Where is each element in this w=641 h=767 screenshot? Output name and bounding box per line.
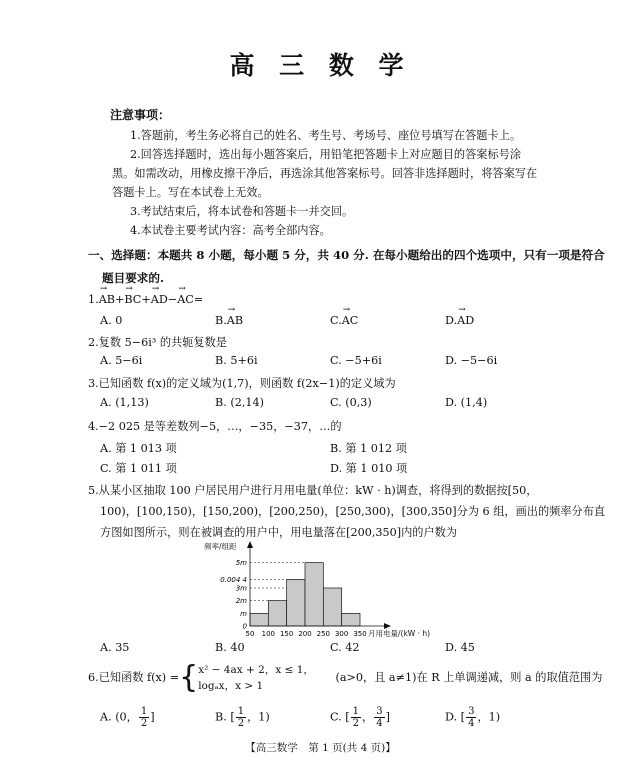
question-6-option-c: C. [ $\frac{1}{2}$ ， $\frac{3}{4}$ ]: [330, 706, 390, 729]
histogram-bar: [287, 580, 305, 626]
x-tick-label: 250: [316, 630, 331, 638]
section-heading: 一、选择题：本题共 8 小题，每小题 5 分，共 40 分. 在每小题给出的四个选项中，只有一项是符合: [88, 248, 605, 262]
question-5-option-b: B. 40: [215, 641, 245, 654]
question-3-option-c: C. (0,3): [330, 396, 372, 409]
question-6-stem: 6.已知函数 f(x) ={ x² − 4ax + 2，x ≤ 1， logₐx，x > 1 (a>0，且 a≠1)在 R 上单调递减，则 a 的取值范围为: [88, 660, 603, 695]
question-1-option-c: C.→ AC: [330, 314, 358, 327]
question-3-option-b: B. (2,14): [215, 396, 264, 409]
x-tick-label: 200: [298, 630, 312, 638]
note-line: 黑。如需改动，用橡皮擦干净后，再选涂其他答案标号。回答非选择题时，将答案写在: [112, 167, 538, 180]
question-6-option-b: B. [ $\frac{1}{2}$ ，1): [215, 706, 270, 729]
page-title: 高 三 数 学: [229, 51, 412, 80]
question-5-stem-cont: 方图如图所示，则在被调查的用户中，用电量落在[200,350]内的户数为: [100, 526, 458, 539]
page-footer: 【高三数学 第 1 页(共 4 页)】: [245, 742, 396, 754]
question-6-option-a: A. (0， $\frac{1}{2}$ ]: [100, 706, 155, 729]
x-tick-label: 50: [245, 630, 255, 638]
question-4-option-c: C. 第 1 011 项: [100, 462, 177, 475]
question-5-option-a: A. 35: [100, 641, 130, 654]
histogram-bar: [342, 613, 360, 626]
question-6-option-d: D. [ $\frac{3}{4}$ ，1): [445, 706, 501, 729]
y-tick-label: 2m: [235, 597, 247, 606]
question-2-stem: 2.复数 5−6i³ 的共轭复数是: [88, 336, 227, 349]
question-1-option-d: D.→ AD: [445, 314, 474, 327]
y-tick-labels: [220, 559, 247, 630]
y-tick-label: 0: [242, 622, 247, 631]
y-tick-label: 3m: [235, 584, 247, 593]
note-line: 1.答题前，考生务必将自己的姓名、考生号、考场号、座位号填写在答题卡上。: [130, 129, 522, 142]
question-2-option-b: B. 5+6i: [215, 354, 258, 367]
x-axis-label: 月用电量/(kW · h): [368, 629, 431, 638]
histogram-bar: [305, 563, 323, 626]
question-4-option-b: B. 第 1 012 项: [330, 442, 407, 455]
question-1-option-a: A. 0: [100, 314, 123, 327]
histogram-bar: [250, 613, 268, 626]
histogram-bar: [268, 601, 286, 626]
note-line: 答题卡上。写在本试卷上无效。: [112, 186, 269, 199]
x-tick-labels: [246, 630, 367, 638]
question-4-stem: 4.−2 025 是等差数列−5，…，−35，−37，…的: [88, 420, 342, 433]
x-tick-label: 100: [261, 630, 276, 638]
histogram-bars: [250, 563, 360, 626]
question-5-option-c: C. 42: [330, 641, 360, 654]
question-2-option-a: A. 5−6i: [100, 354, 143, 367]
piecewise-brace: {: [179, 660, 199, 695]
section-heading-cont: 题目要求的.: [102, 271, 165, 285]
piecewise-cases: x² − 4ax + 2，x ≤ 1， logₐx，x > 1: [198, 664, 314, 692]
note-line: 2.回答选择题时，选出每小题答案后，用铅笔把答题卡上对应题目的答案标号涂: [130, 148, 522, 161]
y-axis-label: 频率/组距: [204, 542, 237, 551]
note-line: 3.考试结束后，将本试卷和答题卡一并交回。: [130, 205, 354, 218]
question-1-option-b: B.→ AB: [215, 314, 243, 327]
x-tick-label: 300: [334, 630, 349, 638]
y-tick-label: 0.004 4: [220, 576, 247, 585]
question-3-stem: 3.已知函数 f(x)的定义域为(1,7)，则函数 f(2x−1)的定义域为: [88, 377, 396, 390]
question-3-option-a: A. (1,13): [100, 396, 149, 409]
question-4-option-d: D. 第 1 010 项: [330, 462, 408, 475]
question-5-option-d: D. 45: [445, 641, 475, 654]
question-4-option-a: A. 第 1 013 项: [100, 442, 177, 455]
frequency-histogram: [190, 538, 460, 638]
question-2-option-c: C. −5+6i: [330, 354, 382, 367]
y-tick-label: m: [240, 609, 247, 618]
x-tick-label: 150: [279, 630, 294, 638]
question-1-stem: 1.→ AB+→ BC+→ AD−→ AC=: [88, 293, 203, 306]
question-2-option-d: D. −5−6i: [445, 354, 498, 367]
notes-heading: 注意事项：: [110, 108, 171, 122]
y-tick-label: 5m: [235, 559, 247, 568]
note-line: 4.本试卷主要考试内容：高考全部内容。: [130, 224, 331, 237]
histogram-bar: [323, 588, 341, 626]
question-3-option-d: D. (1,4): [445, 396, 488, 409]
question-5-stem: 5.从某小区抽取 100 户居民用户进行月用电量(单位：kW · h)调查，将得到的数据按[50，: [88, 484, 538, 497]
x-tick-label: 350: [353, 630, 367, 638]
question-5-stem-cont: 100)，[100,150)，[150,200)，[200,250)，[250,300)，[300,350]分为 6 组，画出的频率分布直: [100, 505, 606, 518]
y-axis-arrow: [247, 541, 253, 548]
